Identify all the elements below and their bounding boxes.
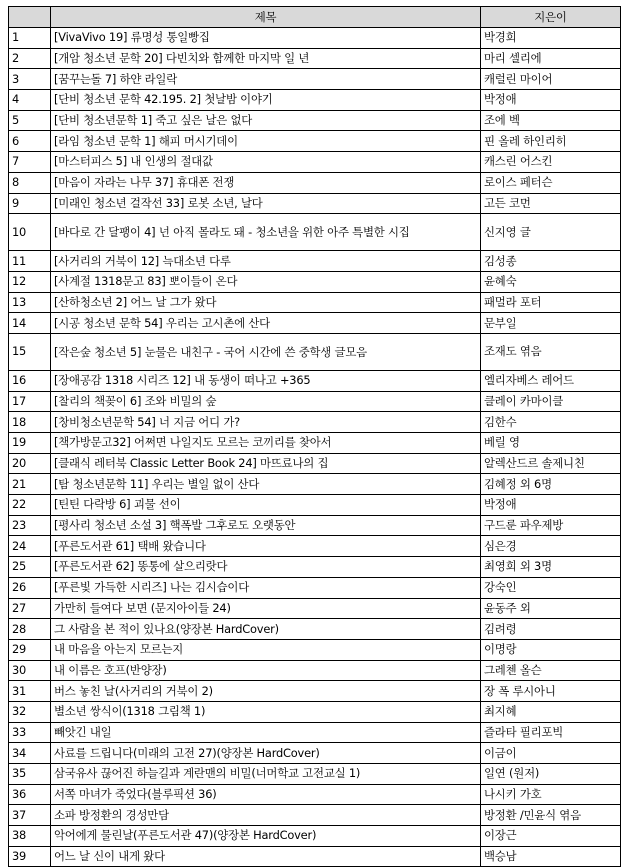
cell-author: 신지영 글 — [481, 214, 621, 251]
cell-title: [단비 청소년 문학 42.195. 2] 첫날밤 이야기 — [51, 90, 481, 111]
cell-title: 내 이름은 호프(반양장) — [51, 660, 481, 681]
cell-number: 15 — [9, 333, 51, 370]
cell-author: 강숙인 — [481, 577, 621, 598]
cell-title: 사료를 드립니다(미래의 고전 27)(양장본 HardCover) — [51, 743, 481, 764]
cell-number: 34 — [9, 743, 51, 764]
cell-author: 클레이 카마이클 — [481, 391, 621, 412]
table-row — [9, 453, 621, 474]
cell-number: 35 — [9, 764, 51, 785]
cell-author: 이금이 — [481, 743, 621, 764]
cell-author: 일연 (원저) — [481, 764, 621, 785]
cell-title: [VivaVivo 19] 류명성 통일빵집 — [51, 28, 481, 49]
cell-number: 6 — [9, 131, 51, 152]
cell-number: 23 — [9, 515, 51, 536]
cell-title: 소파 방정환의 경성만담 — [51, 805, 481, 826]
cell-title: [사계절 1318문고 83] 뽀이들이 온다 — [51, 271, 481, 292]
table-row — [9, 495, 621, 516]
table-row — [9, 536, 621, 557]
cell-author: 최지혜 — [481, 701, 621, 722]
table-row — [9, 433, 621, 454]
cell-number: 20 — [9, 453, 51, 474]
cell-author: 캐럴린 마이어 — [481, 69, 621, 90]
cell-author: 김려령 — [481, 619, 621, 640]
cell-title: [작은숲 청소년 5] 눈물은 내친구 - 국어 시간에 쓴 중학생 글모음 — [51, 333, 481, 370]
cell-number: 1 — [9, 28, 51, 49]
cell-author: 나시키 가호 — [481, 784, 621, 805]
cell-title: [산하청소년 2] 어느 날 그가 왔다 — [51, 292, 481, 313]
table-row — [9, 515, 621, 536]
cell-title: 어느 날 신이 내게 왔다 — [51, 846, 481, 867]
table-row — [9, 172, 621, 193]
cell-author: 조재도 엮음 — [481, 333, 621, 370]
cell-number: 27 — [9, 598, 51, 619]
cell-number: 26 — [9, 577, 51, 598]
cell-title: 빼앗긴 내일 — [51, 722, 481, 743]
book-list-sheet — [8, 6, 621, 867]
table-row — [9, 846, 621, 867]
cell-number: 19 — [9, 433, 51, 454]
cell-author: 핀 올레 하인리히 — [481, 131, 621, 152]
cell-title: 악어에게 물린날(푸른도서관 47)(양장본 HardCover) — [51, 826, 481, 847]
cell-number: 2 — [9, 48, 51, 69]
cell-number: 24 — [9, 536, 51, 557]
table-row — [9, 743, 621, 764]
table-row — [9, 333, 621, 370]
table-row — [9, 577, 621, 598]
book-list-table — [8, 6, 621, 867]
table-row — [9, 826, 621, 847]
cell-number: 10 — [9, 214, 51, 251]
table-row — [9, 193, 621, 214]
cell-number: 28 — [9, 619, 51, 640]
cell-author: 김성종 — [481, 251, 621, 272]
cell-author: 최영희 외 3명 — [481, 557, 621, 578]
cell-number: 8 — [9, 172, 51, 193]
table-row — [9, 152, 621, 173]
table-row — [9, 619, 621, 640]
cell-number: 38 — [9, 826, 51, 847]
table-row — [9, 131, 621, 152]
cell-number: 5 — [9, 110, 51, 131]
cell-number: 16 — [9, 370, 51, 391]
cell-number: 4 — [9, 90, 51, 111]
cell-title: [라임 청소년 문학 1] 해피 머시기데이 — [51, 131, 481, 152]
header-title: 제목 — [51, 7, 481, 28]
table-row — [9, 557, 621, 578]
cell-title: [창비청소년문학 54] 너 지금 어디 가? — [51, 412, 481, 433]
cell-author: 고든 코먼 — [481, 193, 621, 214]
cell-title: 별소년 쌍식이(1318 그림책 1) — [51, 701, 481, 722]
cell-title: [찰리의 책꽂이 6] 조와 비밀의 숲 — [51, 391, 481, 412]
cell-title: 그 사람을 본 적이 있나요(양장본 HardCover) — [51, 619, 481, 640]
cell-title: [클래식 레터북 Classic Letter Book 24] 마뜨료나의 집 — [51, 453, 481, 474]
cell-author: 박정애 — [481, 90, 621, 111]
cell-title: [마스터피스 5] 내 인생의 절대값 — [51, 152, 481, 173]
cell-number: 32 — [9, 701, 51, 722]
cell-number: 3 — [9, 69, 51, 90]
cell-number: 33 — [9, 722, 51, 743]
cell-title: 가만히 들여다 보면 (문지아이들 24) — [51, 598, 481, 619]
cell-number: 13 — [9, 292, 51, 313]
cell-number: 31 — [9, 681, 51, 702]
table-body — [9, 28, 621, 867]
cell-author: 캐스린 어스킨 — [481, 152, 621, 173]
cell-author: 패멀라 포터 — [481, 292, 621, 313]
cell-author: 로이스 페터슨 — [481, 172, 621, 193]
cell-title: [푸른빛 가득한 시리즈] 나는 김시습이다 — [51, 577, 481, 598]
cell-author: 백승남 — [481, 846, 621, 867]
cell-author: 박경희 — [481, 28, 621, 49]
cell-author: 그레첸 올슨 — [481, 660, 621, 681]
cell-number: 39 — [9, 846, 51, 867]
cell-title: 서쪽 마녀가 죽었다(블루픽션 36) — [51, 784, 481, 805]
cell-author: 이장근 — [481, 826, 621, 847]
cell-title: 내 마음을 아는지 모르는지 — [51, 639, 481, 660]
table-row — [9, 722, 621, 743]
cell-number: 18 — [9, 412, 51, 433]
table-row — [9, 681, 621, 702]
cell-number: 29 — [9, 639, 51, 660]
cell-author: 방정환 /민윤식 엮음 — [481, 805, 621, 826]
cell-title: 버스 놓친 날(사거리의 거북이 2) — [51, 681, 481, 702]
cell-author: 구드룬 파우제방 — [481, 515, 621, 536]
cell-author: 이명랑 — [481, 639, 621, 660]
cell-title: [장애공감 1318 시리즈 12] 내 동생이 떠나고 +365 — [51, 370, 481, 391]
table-row — [9, 639, 621, 660]
cell-title: [푸른도서관 62] 똥통에 살으리랏다 — [51, 557, 481, 578]
cell-title: [책가방문고32] 어쩌면 나일지도 모르는 코끼리를 찾아서 — [51, 433, 481, 454]
cell-author: 윤동주 외 — [481, 598, 621, 619]
cell-title: [탐 청소년문학 11] 우리는 별일 없이 산다 — [51, 474, 481, 495]
cell-author: 문부일 — [481, 313, 621, 334]
table-row — [9, 474, 621, 495]
cell-number: 25 — [9, 557, 51, 578]
cell-author: 베릴 영 — [481, 433, 621, 454]
cell-number: 12 — [9, 271, 51, 292]
cell-title: [개암 청소년 문학 20] 다빈치와 함께한 마지막 일 년 — [51, 48, 481, 69]
cell-title: [평사리 청소년 소설 3] 핵폭발 그후로도 오랫동안 — [51, 515, 481, 536]
cell-author: 마리 셀리에 — [481, 48, 621, 69]
cell-title: [꿈꾸는돌 7] 하얀 라일락 — [51, 69, 481, 90]
cell-title: [단비 청소년문학 1] 죽고 싶은 날은 없다 — [51, 110, 481, 131]
cell-number: 37 — [9, 805, 51, 826]
header-author: 지은이 — [481, 7, 621, 28]
cell-number: 17 — [9, 391, 51, 412]
table-row — [9, 292, 621, 313]
table-row — [9, 251, 621, 272]
table-row — [9, 313, 621, 334]
table-row — [9, 69, 621, 90]
cell-title: [바다로 간 달팽이 4] 넌 아직 몰라도 돼 - 청소년을 위한 아주 특별한 시집 — [51, 214, 481, 251]
cell-author: 장 폭 루시아니 — [481, 681, 621, 702]
cell-title: [사거리의 거북이 12] 늑대소년 다루 — [51, 251, 481, 272]
cell-number: 14 — [9, 313, 51, 334]
cell-author: 김혜정 외 6명 — [481, 474, 621, 495]
table-row — [9, 764, 621, 785]
cell-number: 30 — [9, 660, 51, 681]
table-row — [9, 784, 621, 805]
cell-number: 11 — [9, 251, 51, 272]
cell-number: 22 — [9, 495, 51, 516]
table-row — [9, 370, 621, 391]
cell-author: 김한수 — [481, 412, 621, 433]
cell-title: 삼국유사 끊어진 하늘길과 계란맨의 비밀(너머학교 고전교실 1) — [51, 764, 481, 785]
table-row — [9, 660, 621, 681]
cell-author: 윤혜숙 — [481, 271, 621, 292]
table-row — [9, 391, 621, 412]
cell-number: 21 — [9, 474, 51, 495]
cell-title: [시공 청소년 문학 54] 우리는 고시촌에 산다 — [51, 313, 481, 334]
cell-author: 박정애 — [481, 495, 621, 516]
header-number — [9, 7, 51, 28]
cell-number: 36 — [9, 784, 51, 805]
cell-number: 9 — [9, 193, 51, 214]
cell-author: 엘리자베스 레어드 — [481, 370, 621, 391]
cell-title: [푸른도서관 61] 택배 왔습니다 — [51, 536, 481, 557]
cell-author: 즐라타 필리포빅 — [481, 722, 621, 743]
cell-title: [틴틴 다락방 6] 괴물 선이 — [51, 495, 481, 516]
cell-author: 심은경 — [481, 536, 621, 557]
cell-author: 조에 벡 — [481, 110, 621, 131]
cell-author: 알렉산드르 솔제니친 — [481, 453, 621, 474]
cell-title: [미래인 청소년 걸작선 33] 로봇 소년, 날다 — [51, 193, 481, 214]
table-row — [9, 598, 621, 619]
table-row — [9, 701, 621, 722]
table-row — [9, 805, 621, 826]
cell-number: 7 — [9, 152, 51, 173]
table-row — [9, 90, 621, 111]
table-row — [9, 412, 621, 433]
header-row — [9, 7, 621, 28]
cell-title: [마음이 자라는 나무 37] 휴대폰 전쟁 — [51, 172, 481, 193]
table-row — [9, 28, 621, 49]
table-row — [9, 48, 621, 69]
table-row — [9, 271, 621, 292]
table-row — [9, 214, 621, 251]
table-row — [9, 110, 621, 131]
